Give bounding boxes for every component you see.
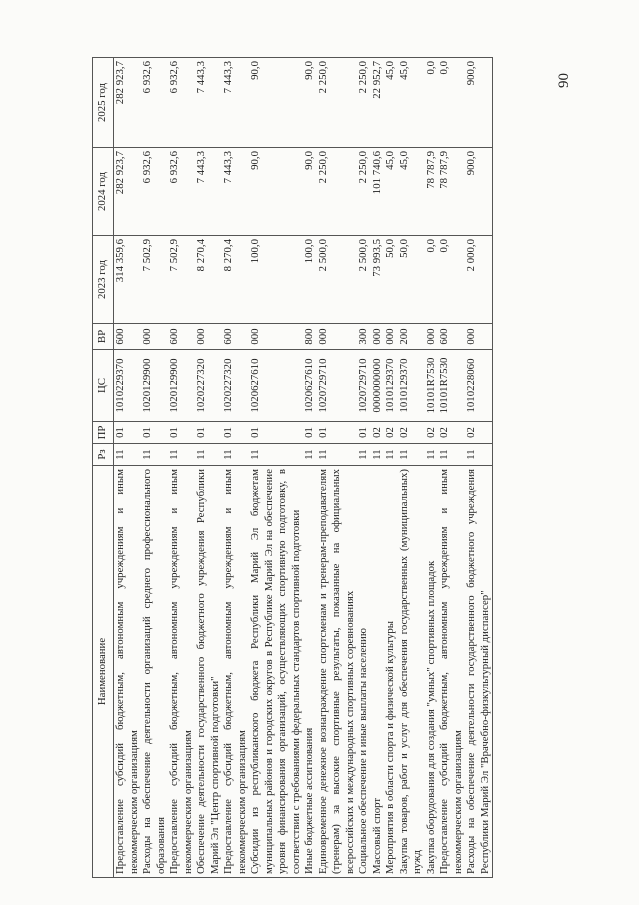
cell-vr: 600 [222,324,249,350]
cell-name: Расходы на обеспечение деятельности государственного бюджетного учреждения Республики Марий Эл "Врачебно-физкультурный диспансер" [465,466,493,878]
cell-pr: 01 02 02 02 [357,422,425,444]
cell-name: Предоставление субсидий бюджетным, автономным учреждениям и иным некоммерческим организациям [114,466,142,878]
cell-2025: 7 443,3 [222,58,249,148]
cell-rz: 11 11 [303,444,357,466]
cell-vr: 000 600 [425,324,466,350]
cell-2025: 0,0 0,0 [425,58,466,148]
table-row [222,58,249,878]
cell-vr: 000 [465,324,493,350]
cell-pr: 01 [195,422,222,444]
table-container [92,58,580,878]
table-header-row [93,58,114,878]
cell-2023: 314 359,6 [114,236,142,324]
table-body [114,58,493,878]
cell-pr: 01 [249,422,303,444]
cell-2025: 6 932,6 [168,58,195,148]
cell-vr: 000 [141,324,168,350]
cell-vr: 000 [195,324,222,350]
cell-2024: 6 932,6 [141,148,168,236]
cell-pr: 01 [114,422,142,444]
cell-2025: 2 250,0 22 952,7 45,0 45,0 [357,58,425,148]
cell-2024: 7 443,3 [222,148,249,236]
cell-2024: 90,0 [249,148,303,236]
cell-cs: 1010228060 [465,350,493,422]
cell-pr: 02 02 [425,422,466,444]
table-row [303,58,357,878]
cell-rz: 11 11 11 11 [357,444,425,466]
cell-2023: 100,0 2 500,0 [303,236,357,324]
cell-2025: 7 443,3 [195,58,222,148]
cell-pr: 01 [141,422,168,444]
cell-name: Субсидии из республиканского бюджета Республики Марий Эл бюджетам муниципальных районов и городских округов в Республике Марий Эл на обеспечение уровня финансирования организаций, осуществляющих спортивную подготовку, в соответствии с требованиями федеральных стандартов спортивной подготовки [249,466,303,878]
table-row [425,58,466,878]
cell-vr: 000 [249,324,303,350]
cell-2023: 8 270,4 [195,236,222,324]
header-name: Наименование [93,466,114,878]
table-row [114,58,142,878]
cell-cs: 1020129900 [168,350,195,422]
cell-pr: 01 01 [303,422,357,444]
cell-cs: 1020129900 [141,350,168,422]
cell-vr: 300 000 000 200 [357,324,425,350]
cell-vr: 800 000 [303,324,357,350]
cell-name: Расходы на обеспечение деятельности организаций среднего профессионального образования [141,466,168,878]
cell-cs: 1020627610 [249,350,303,422]
cell-vr: 600 [114,324,142,350]
cell-pr: 01 [222,422,249,444]
cell-2023: 7 502,9 [168,236,195,324]
cell-cs: 1020227320 [195,350,222,422]
cell-vr: 600 [168,324,195,350]
cell-rz: 11 [114,444,142,466]
cell-pr: 01 [168,422,195,444]
cell-name: Предоставление субсидий бюджетным, автономным учреждениям и иным некоммерческим организациям [168,466,195,878]
cell-2025: 282 923,7 [114,58,142,148]
table-row [168,58,195,878]
cell-pr: 02 [465,422,493,444]
cell-2023: 8 270,4 [222,236,249,324]
cell-2024: 2 250,0 101 740,6 45,0 45,0 [357,148,425,236]
header-pr: ПР [93,422,114,444]
cell-name: Предоставление субсидий бюджетным, автономным учреждениям и иным некоммерческим организациям [222,466,249,878]
cell-rz: 11 [141,444,168,466]
cell-2023: 2 000,0 [465,236,493,324]
cell-2025: 900,0 [465,58,493,148]
cell-rz: 11 11 [425,444,466,466]
cell-2024: 6 932,6 [168,148,195,236]
cell-2024: 900,0 [465,148,493,236]
cell-rz: 11 [465,444,493,466]
table-row [195,58,222,878]
cell-name: Закупка оборудования для создания "умных" спортивных площадок Предоставление субсидий бюджетным, автономным учреждениям и иным некоммерческим организациям [425,466,466,878]
cell-rz: 11 [168,444,195,466]
cell-2023: 0,0 0,0 [425,236,466,324]
cell-cs: 1020729710 0000000000 1010129370 1010129370 [357,350,425,422]
cell-cs: 1010229370 [114,350,142,422]
cell-2023: 2 500,0 73 993,5 50,0 50,0 [357,236,425,324]
cell-2025: 90,0 [249,58,303,148]
cell-2025: 6 932,6 [141,58,168,148]
table-row [357,58,425,878]
table-row [249,58,303,878]
header-cs: ЦС [93,350,114,422]
header-2024: 2024 год [93,148,114,236]
header-2025: 2025 год [93,58,114,148]
table-row [465,58,493,878]
cell-name: Социальное обеспечение и иные выплаты населению Массовый спорт Мероприятия в области спорта и физической культуры Закупка товаров, работ и услуг для обеспечения государственных (муниципальных) нужд [357,466,425,878]
cell-name: Иные бюджетные ассигнования Единовременное денежное вознаграждение спортсменам и тренерам-преподавателям (тренерам) за высокие спортивные результаты, показанные на официальных всероссийских и международных спортивных соревнованиях [303,466,357,878]
cell-cs: 1020627610 1020729710 [303,350,357,422]
cell-name: Обеспечение деятельности государственного бюджетного учреждения Республики Марий Эл "Центр спортивной подготовки" [195,466,222,878]
cell-2023: 7 502,9 [141,236,168,324]
cell-rz: 11 [249,444,303,466]
cell-2024: 7 443,3 [195,148,222,236]
header-rz: Рз [93,444,114,466]
table-row [141,58,168,878]
cell-2024: 282 923,7 [114,148,142,236]
cell-cs: 10101R7530 10101R7530 [425,350,466,422]
cell-2024: 78 787,9 78 787,9 [425,148,466,236]
cell-2024: 90,0 2 250,0 [303,148,357,236]
header-vr: ВР [93,324,114,350]
cell-rz: 11 [222,444,249,466]
cell-cs: 1020227320 [222,350,249,422]
cell-rz: 11 [195,444,222,466]
budget-table [92,57,493,878]
header-2023: 2023 год [93,236,114,324]
cell-2025: 90,0 2 250,0 [303,58,357,148]
page-number: 90 [556,73,572,88]
cell-2023: 100,0 [249,236,303,324]
